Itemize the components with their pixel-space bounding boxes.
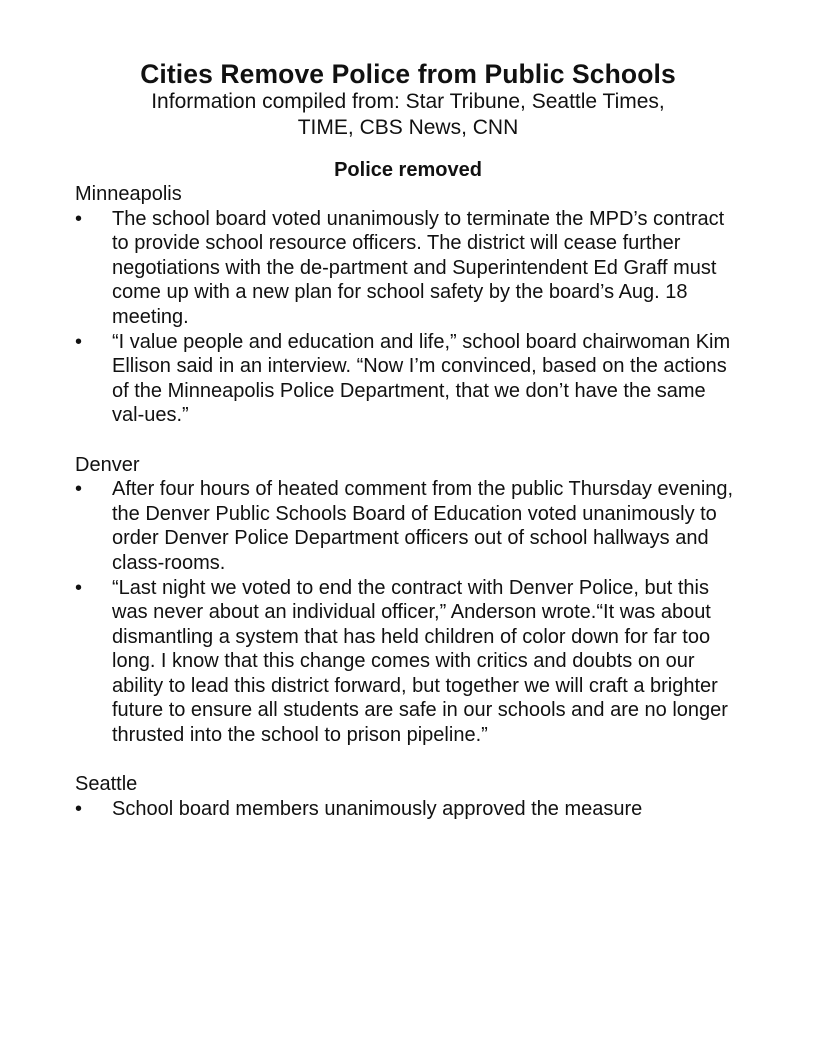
bullet-list-denver — [75, 477, 755, 748]
bullet-list-minneapolis — [75, 207, 755, 428]
bullet-marker: • — [75, 207, 83, 230]
bullet-text: “I value people and education and life,” school board chairwoman Kim Ellison said in an interview. “Now I’m convinced, based on the actions of the Minneapolis Police Department, that we don’t have the same val-ues.” — [112, 330, 731, 427]
list-item — [75, 477, 742, 575]
document-title: Cities Remove Police from Public Schools — [140, 59, 676, 89]
list-item — [75, 797, 742, 822]
document-subtitle — [0, 89, 816, 141]
subtitle-line-1: Information compiled from: Star Tribune, Seattle Times, — [151, 90, 665, 113]
subtitle-line-2: TIME, CBS News, CNN — [297, 116, 519, 139]
city-heading-minneapolis: Minneapolis — [75, 183, 182, 205]
bullet-text: School board members unanimously approved the measure — [112, 797, 643, 820]
section-heading: Police removed — [334, 159, 482, 181]
city-heading-seattle: Seattle — [75, 773, 138, 796]
list-item — [75, 330, 742, 428]
list-item — [75, 207, 742, 330]
document-body — [75, 182, 755, 821]
bullet-text: After four hours of heated comment from the public Thursday evening, the Denver Public Schools Board of Education voted unanimously to order Denver Police Department officers out of school hallways and class-rooms. — [112, 478, 734, 574]
bullet-marker: • — [75, 797, 83, 820]
bullet-text: The school board voted unanimously to terminate the MPD’s contract to provide school resource officers. The district will cease further negotiations with the de-partment and Superintendent Ed Graff must come up with a new plan for school safety by the board’s Aug. 18 meeting. — [112, 207, 725, 328]
city-heading-denver: Denver — [75, 453, 140, 476]
list-item — [75, 576, 742, 748]
bullet-text: “Last night we voted to end the contract with Denver Police, but this was never about an individual officer,” Anderson wrote.“It was about dismantling a system that has held children of color down for far too long. I know that this change comes with critics and doubts on our ability to lead this district forward, but together we will craft a brighter future to ensure all students are safe in our schools and are no longer thrusted into the school to prison pipeline.” — [112, 576, 728, 747]
bullet-marker: • — [75, 576, 83, 599]
bullet-marker: • — [75, 478, 83, 501]
bullet-list-seattle — [75, 797, 755, 822]
bullet-marker: • — [75, 330, 83, 353]
